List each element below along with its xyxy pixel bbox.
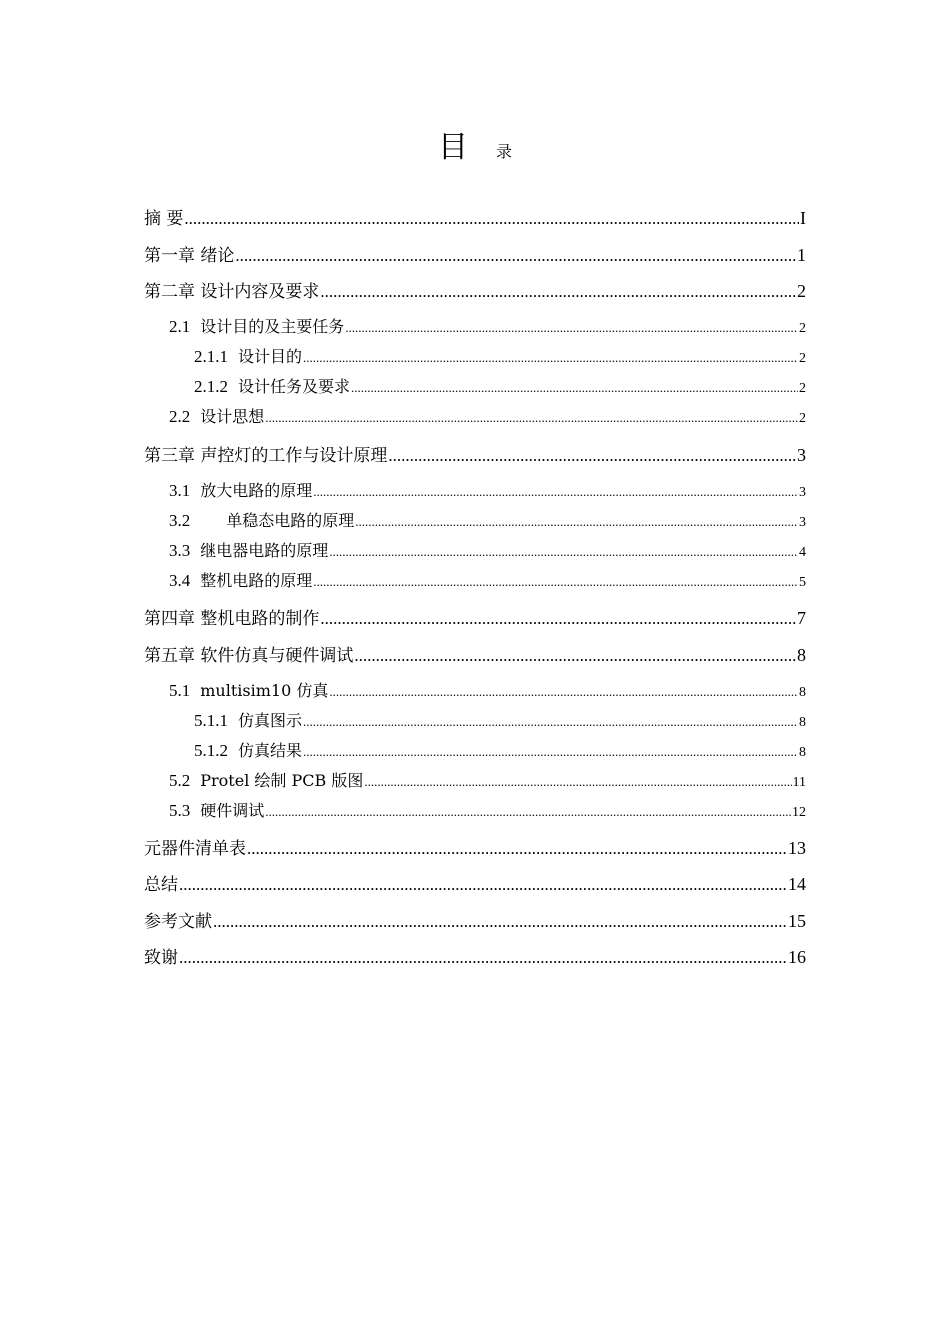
toc-entry-label <box>169 316 344 338</box>
toc-dot-leader <box>265 407 798 429</box>
toc-entry-text: 设计思想 <box>200 407 265 426</box>
toc-entry-text: 整机电路的原理 <box>200 571 313 590</box>
toc-entry[interactable] <box>169 800 806 822</box>
toc-dot-leader <box>247 837 787 861</box>
toc-page-number: 3 <box>799 515 806 530</box>
toc-entry[interactable] <box>144 872 806 896</box>
toc-entry-text: 单稳态电路的原理 <box>226 511 355 530</box>
toc-entry-text: 仿真结果 <box>238 741 303 760</box>
toc-dot-leader <box>354 644 796 668</box>
toc-dot-leader <box>329 681 798 703</box>
toc-entry[interactable] <box>194 376 806 398</box>
toc-title <box>0 128 950 172</box>
toc-entry[interactable] <box>144 909 806 933</box>
toc-entry-label <box>194 346 302 368</box>
toc-entry[interactable] <box>169 570 806 592</box>
toc-page-number: 2 <box>797 281 806 301</box>
toc-dot-leader <box>184 207 799 231</box>
toc-entry[interactable] <box>194 710 806 732</box>
toc-entry-number: 5.3 <box>169 801 191 820</box>
toc-entry-text: 第三章 声控灯的工作与设计原理 <box>144 446 388 466</box>
toc-entry-label <box>144 910 212 934</box>
toc-entry-text: 第一章 绪论 <box>144 246 235 266</box>
toc-entry-number: 3.4 <box>169 571 191 590</box>
toc-entry-text: 设计目的 <box>238 347 303 366</box>
toc-page-number: 2 <box>799 411 806 426</box>
toc-page-number: 14 <box>788 874 806 894</box>
toc-entry-label <box>194 710 302 732</box>
toc-entry-text: 致谢 <box>144 948 178 968</box>
toc-entry-label <box>169 480 312 502</box>
toc-entry[interactable] <box>144 945 806 969</box>
toc-page-number: 8 <box>799 715 806 730</box>
toc-entry-text: 元器件清单表 <box>144 839 246 859</box>
toc-entry-number: 2.1 <box>169 317 191 336</box>
toc-entry-text: 第四章 整机电路的制作 <box>144 609 320 629</box>
toc-dot-leader <box>213 910 787 934</box>
toc-entry[interactable] <box>144 606 806 630</box>
toc-entry-label <box>144 444 387 468</box>
toc-entry-text: 总结 <box>144 875 178 895</box>
toc-entry-label <box>169 800 264 822</box>
toc-entry[interactable] <box>169 680 806 702</box>
toc-page-number: 5 <box>799 575 806 590</box>
toc-entry[interactable] <box>169 316 806 338</box>
toc-entry-label <box>144 644 353 668</box>
toc-entry-number: 2.2 <box>169 407 191 426</box>
toc-page-number: 1 <box>797 245 806 265</box>
toc-entry-number: 5.1.1 <box>194 711 228 730</box>
toc-entry[interactable] <box>194 346 806 368</box>
toc-entry-number: 5.1.2 <box>194 741 228 760</box>
toc-entry-label <box>169 570 312 592</box>
toc-entry-label <box>144 607 319 631</box>
toc-dot-leader <box>265 801 791 823</box>
toc-page-number: 13 <box>788 838 806 858</box>
toc-entry-label <box>169 510 354 532</box>
toc-entry-number: 5.1 <box>169 681 191 700</box>
toc-page-number: 8 <box>799 745 806 760</box>
toc-entry-text: Protel 绘制 PCB 版图 <box>200 771 364 790</box>
toc-page-number: 3 <box>797 445 806 465</box>
toc-entry-label <box>144 280 319 304</box>
toc-entry-number: 3.3 <box>169 541 191 560</box>
toc-entry-label <box>169 680 328 702</box>
toc-dot-leader <box>303 347 798 369</box>
toc-dot-leader <box>329 541 798 563</box>
toc-entry[interactable] <box>169 406 806 428</box>
toc-page-number: 3 <box>799 485 806 500</box>
toc-dot-leader <box>320 607 796 631</box>
toc-dot-leader <box>345 317 798 339</box>
toc-entry-text: 第二章 设计内容及要求 <box>144 282 320 302</box>
toc-entry-text: 继电器电路的原理 <box>200 541 329 560</box>
toc-dot-leader <box>355 511 798 533</box>
toc-entry-text: 第五章 软件仿真与硬件调试 <box>144 646 354 666</box>
toc-title-second-char: 录 <box>495 142 512 161</box>
toc-page-number: 8 <box>799 685 806 700</box>
toc-page-number: 2 <box>799 321 806 336</box>
toc-entry[interactable] <box>194 740 806 762</box>
toc-dot-leader <box>313 481 798 503</box>
toc-entry[interactable] <box>169 510 806 532</box>
toc-entry[interactable] <box>169 770 806 792</box>
toc-entry-text: 仿真图示 <box>238 711 303 730</box>
toc-dot-leader <box>179 873 787 897</box>
toc-entry-number: 2.1.1 <box>194 347 228 366</box>
toc-entry-label <box>144 207 183 231</box>
toc-entry-label <box>194 740 302 762</box>
toc-page-number: 4 <box>799 545 806 560</box>
toc-entry-label <box>169 406 264 428</box>
toc-dot-leader <box>303 741 798 763</box>
toc-entry[interactable] <box>144 836 806 860</box>
toc-entry[interactable] <box>144 243 806 267</box>
toc-entry-label <box>144 837 246 861</box>
toc-dot-leader <box>320 280 796 304</box>
toc-page-number: 2 <box>799 381 806 396</box>
toc-page-number: 15 <box>788 911 806 931</box>
toc-entry-label <box>169 770 363 792</box>
toc-page-number: 16 <box>788 947 806 967</box>
toc-entry[interactable] <box>144 443 806 467</box>
toc-dot-leader <box>364 771 791 793</box>
toc-page-number: 11 <box>792 775 806 790</box>
toc-entry-text: 硬件调试 <box>200 801 265 820</box>
toc-page-number: 2 <box>799 351 806 366</box>
toc-entry-label <box>144 946 178 970</box>
toc-dot-leader <box>235 244 796 268</box>
toc-dot-leader <box>351 377 798 399</box>
toc-entry-number: 2.1.2 <box>194 377 228 396</box>
toc-dot-leader <box>303 711 798 733</box>
toc-entry[interactable] <box>144 279 806 303</box>
toc-entry[interactable] <box>144 643 806 667</box>
toc-entry-label <box>144 873 178 897</box>
toc-page-number: 7 <box>797 608 806 628</box>
toc-entry-text: 放大电路的原理 <box>200 481 313 500</box>
toc-page-number: 12 <box>792 805 806 820</box>
toc-entry[interactable] <box>169 480 806 502</box>
toc-entry[interactable] <box>169 540 806 562</box>
toc-entry-label <box>169 540 328 562</box>
toc-dot-leader <box>179 946 787 970</box>
toc-entry-text: 摘 要 <box>144 209 184 229</box>
toc-entry-text: 参考文献 <box>144 912 212 932</box>
toc-page-number: 8 <box>797 645 806 665</box>
toc-entry-label <box>194 376 350 398</box>
toc-entry-text: 设计目的及主要任务 <box>200 317 345 336</box>
toc-dot-leader <box>313 571 798 593</box>
toc-dot-leader <box>388 444 796 468</box>
toc-entry-number: 3.2 <box>169 511 191 530</box>
toc-entry-number: 3.1 <box>169 481 191 500</box>
toc-entry-label <box>144 244 234 268</box>
toc-entry-text: multisim10 仿真 <box>200 681 329 700</box>
toc-entry-text: 设计任务及要求 <box>238 377 351 396</box>
toc-entry-number: 5.2 <box>169 771 191 790</box>
toc-entry[interactable] <box>144 206 806 230</box>
toc-page-number: I <box>800 208 806 228</box>
toc-title-first-char: 目 <box>437 130 468 165</box>
